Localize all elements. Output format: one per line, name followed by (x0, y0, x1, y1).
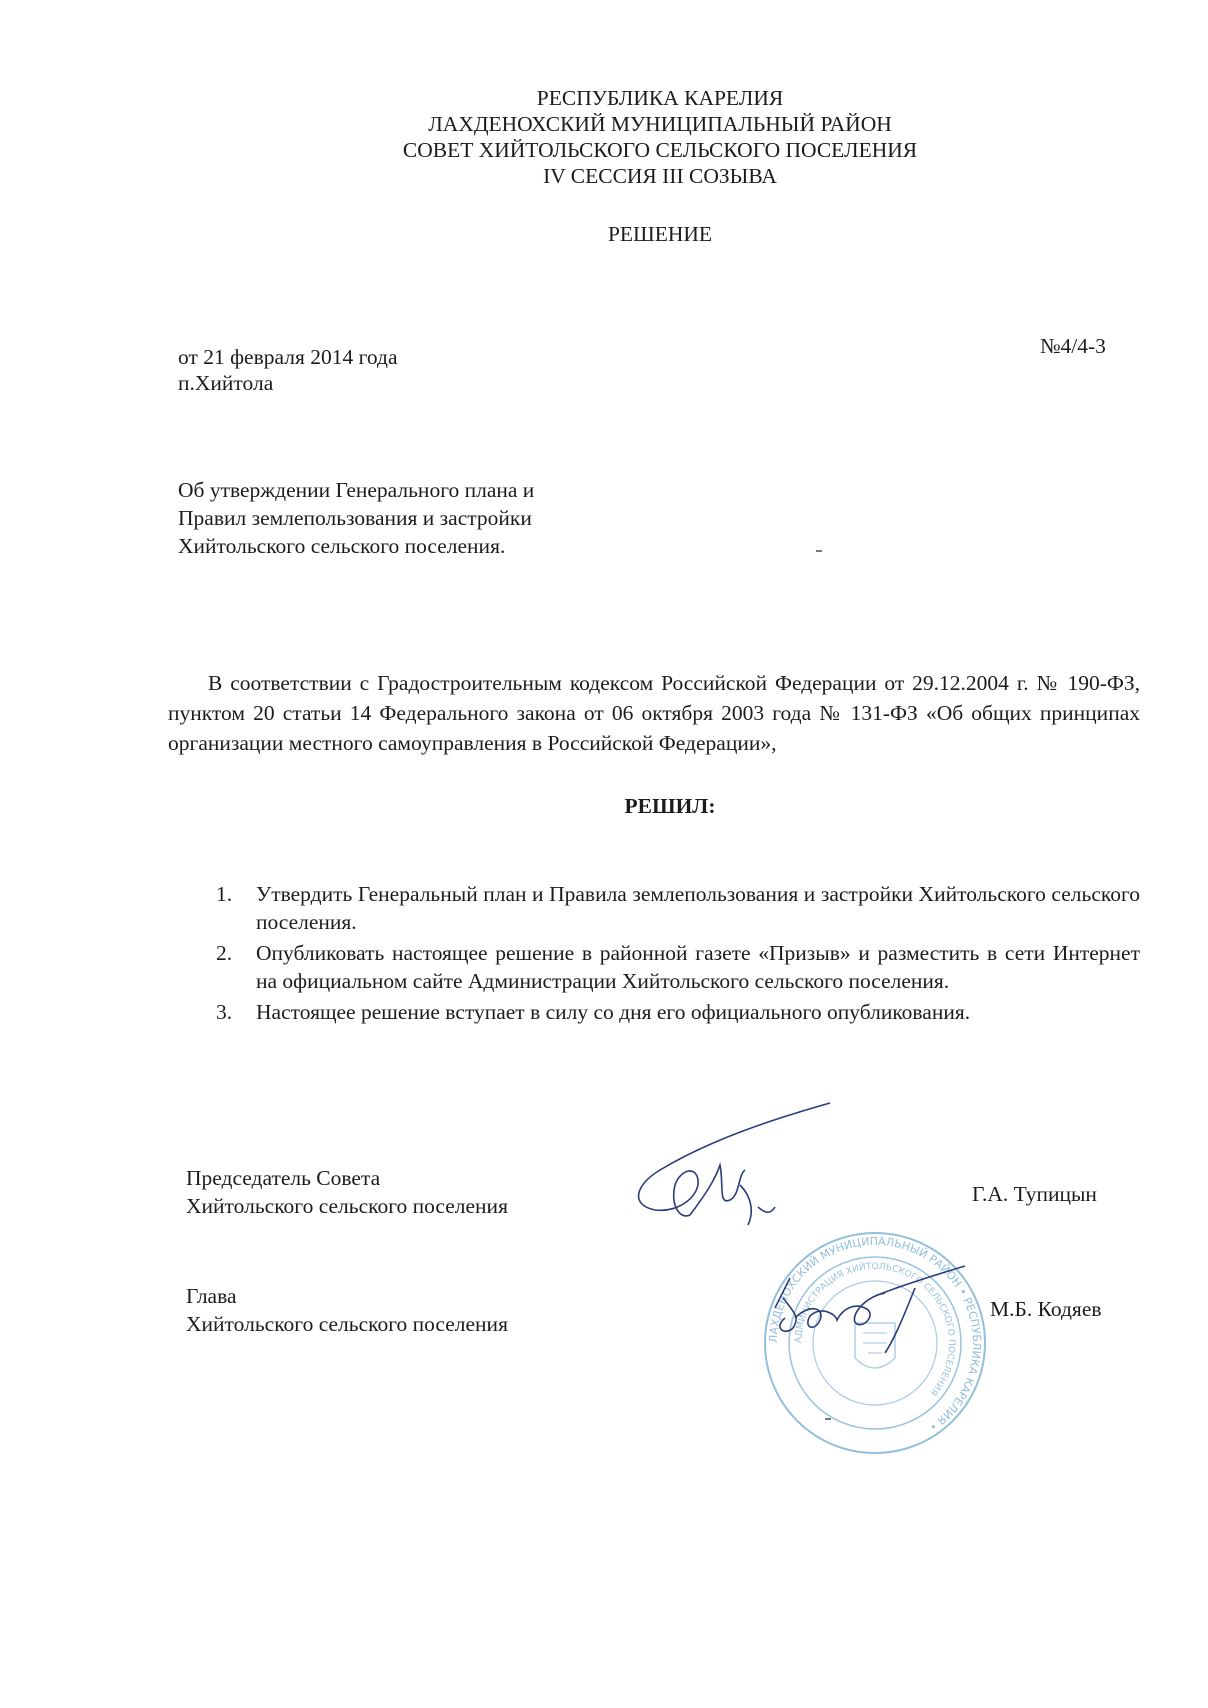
decision-title: РЕШЕНИЕ (607, 222, 713, 246)
head-name: М.Б. Кодяев (990, 1297, 1102, 1321)
resolution-item (216, 880, 1140, 936)
head-title-line: Глава (186, 1284, 237, 1308)
head-title-line: Хийтольского сельского поселения (186, 1312, 508, 1336)
chairman-title-line: Председатель Совета (186, 1166, 381, 1190)
item-number: 1. (216, 882, 233, 906)
scan-speck (825, 1418, 831, 1420)
chairman-title-line: Хийтольского сельского поселения (186, 1194, 508, 1218)
resolved-heading: РЕШИЛ: (624, 794, 716, 818)
item-text: Опубликовать настоящее решение в районной газете «Призыв» и разместить в сети Интернет на официальном сайте Администрации Хийтольского сельского поселения. (256, 941, 1140, 993)
header-republic: РЕСПУБЛИКА КАРЕЛИЯ (536, 86, 784, 110)
scan-speck (816, 550, 822, 552)
resolution-items (216, 880, 1140, 1029)
header-district: ЛАХДЕНОХСКИЙ МУНИЦИПАЛЬНЫЙ РАЙОН (428, 112, 892, 136)
subject-line: Об утверждении Генерального плана и (178, 478, 535, 502)
decision-number: №4/4-3 (1040, 334, 1106, 358)
stamp-inner-text: АДМИНИСТРАЦИЯ ХИЙТОЛЬСКОГО СЕЛЬСКОГО ПОСЕЛЕНИЯ (793, 1261, 957, 1398)
chairman-title (186, 1164, 508, 1220)
decision-place: п.Хийтола (178, 371, 274, 395)
decision-date: от 21 февраля 2014 года (178, 345, 398, 369)
subject-line: Хийтольского сельского поселения. (178, 534, 506, 558)
head-title (186, 1282, 508, 1338)
item-text: Утвердить Генеральный план и Правила землепользования и застройки Хийтольского сельского поселения. (256, 882, 1140, 934)
chairman-signature (620, 1095, 840, 1235)
item-number: 2. (216, 941, 233, 965)
subject-line: Правил землепользования и застройки (178, 506, 532, 530)
head-signature (765, 1258, 985, 1358)
header-session: IV СЕССИЯ III СОЗЫВА (543, 164, 777, 188)
chairman-name: Г.А. Тупицын (972, 1182, 1097, 1206)
resolution-item (216, 998, 1140, 1026)
item-text: Настоящее решение вступает в силу со дня его официального опубликования. (256, 1000, 971, 1024)
decision-subject (178, 476, 534, 560)
preamble-paragraph: В соответствии с Градостроительным кодексом Российской Федерации от 29.12.2004 г. № 190-ФЗ, пунктом 20 статьи 14 Федерального закона от 06 октября 2003 года № 131-ФЗ «Об общих принципах организации местного самоуправления в Российской Федерации», (168, 671, 1140, 755)
document-header (0, 85, 1208, 189)
header-council: СОВЕТ ХИЙТОЛЬСКОГО СЕЛЬСКОГО ПОСЕЛЕНИЯ (402, 138, 918, 162)
stamp-outer-text: ЛАХДЕНОХСКИЙ МУНИЦИПАЛЬНЫЙ РАЙОН • РЕСПУБЛИКА КАРЕЛИЯ • (766, 1234, 984, 1434)
resolution-item (216, 939, 1140, 995)
item-number: 3. (216, 1000, 233, 1024)
